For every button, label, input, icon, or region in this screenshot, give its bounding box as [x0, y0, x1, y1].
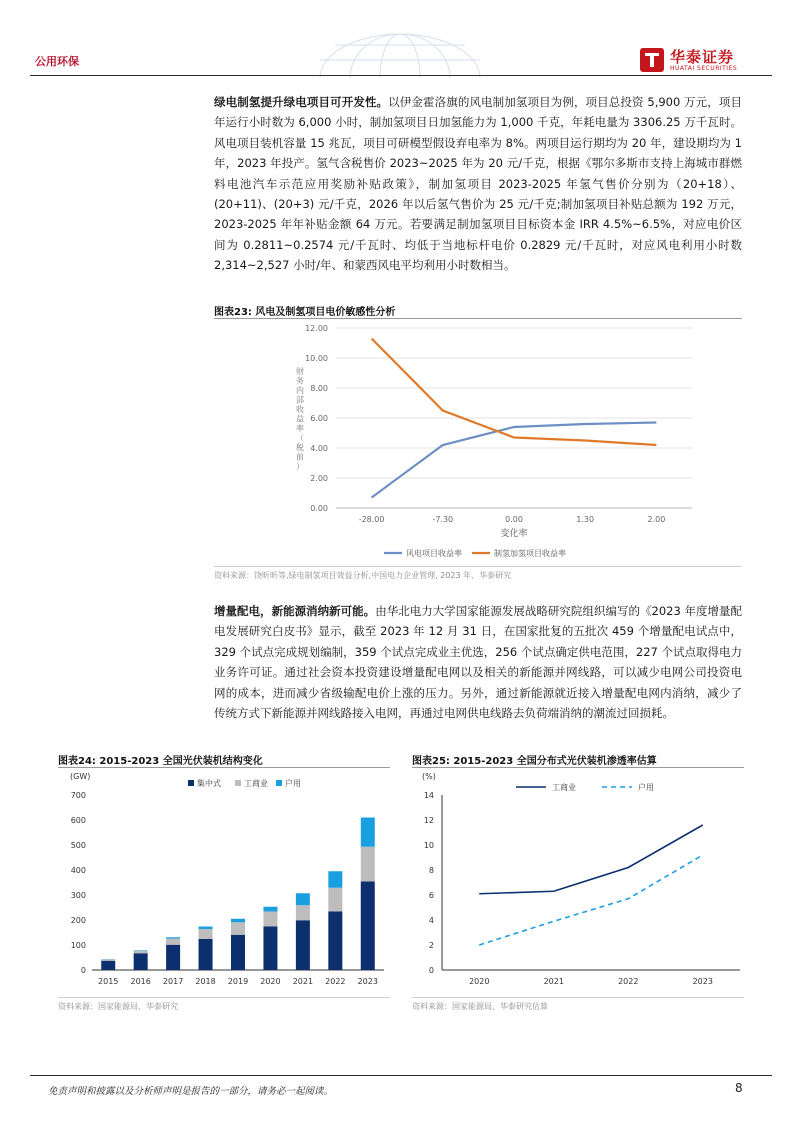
- y-unit-label: (%): [422, 772, 436, 781]
- x-tick-label: 2020: [469, 977, 490, 986]
- paragraph-body: 以伊金霍洛旗的风电制加氢项目为例，项目总投资 5,900 万元，项目年运行小时数为 6,000 小时，制加氢项目日加氢能力为 1,000 千克，年耗电量为 3306.25 万千瓦时。风电项目装机容量 15 兆瓦，项目可研模型假设弃电率为 8%。两项目运行期均为 20 年，建设期均为 1 年，2023 年投产。氢气含税售价 2023~2025 年为 20 元/千克，根据《鄂尔多斯市支持上海城市群燃料电池汽车示范应用奖励补贴政策》，制加氢项目 2023-2025 年氢气售价分别为（20+18）、(20+11)、(20+3) 元/千克，2026 年以后氢气售价为 25 元/千克;制加氢项目补贴总额为 192 万元，2023-2025 年年补贴金额 64 万元。若要满足制加氢项目目标资本金 IRR 4.5%~6.5%，对应电价区间为 0.2811~0.2574 元/千瓦时、均低于当地标杆电价 0.2829 元/千瓦时，对应风电利用小时数 2,314~2,527 小时/年、和蒙西风电平均利用小时数相当。: [214, 95, 743, 273]
- paragraph-body: 由华北电力大学国家能源发展战略研究院组织编写的《2023 年度增量配电发展研究白皮书》显示，截至 2023 年 12 月 31 日，在国家批复的五批次 459 个增量配电试点中，329 个试点完成规划编制，359 个试点完成业主优选，256 个试点确定供电范围，227 个试点取得电力业务许可证。通过社会资本投资建设增量配电网以及相关的新能源并网线路，可以减少电网公司投资电网的成本，进而减少省级输配电价上涨的压力。另外，通过新能源就近接入增量配电网内消纳，减少了传统方式下新能源并网线路接入电网，再通过电网供电线路去负荷端消纳的潮流过回损耗。: [214, 604, 742, 721]
- x-tick-label: 1.30: [576, 515, 595, 524]
- y-tick-label: 400: [70, 866, 86, 875]
- legend-label: 集中式: [197, 779, 221, 788]
- legend-label: 户用: [285, 779, 301, 788]
- logo-text-cn: 华泰证券: [670, 48, 735, 66]
- y-tick-label: 10.00: [305, 354, 328, 363]
- legend-swatch: [235, 780, 241, 786]
- logo-text-en: HUATAI SECURITIES: [670, 65, 738, 72]
- y-axis-title: 财务内部收益率（税前）: [296, 367, 304, 471]
- paragraph-green-hydrogen: [214, 92, 742, 276]
- page-number: 8: [735, 1081, 743, 1095]
- legend-label: 制氢加氢项目收益率: [494, 549, 566, 558]
- y-tick-label: 2.00: [310, 474, 328, 483]
- header-divider: [30, 75, 772, 76]
- x-tick-label: 2021: [292, 977, 314, 986]
- x-tick-label: -7.30: [432, 515, 454, 524]
- paragraph-incremental-distribution: [214, 601, 742, 723]
- huatai-logo-icon: [640, 48, 664, 72]
- legend-label: 户用: [638, 783, 654, 792]
- paragraph-lead: 绿电制氢提升绿电项目可开发性。: [214, 95, 389, 109]
- chart-distributed-pv-penetration: [412, 768, 744, 996]
- figure-24-bottom-rule: [58, 997, 390, 998]
- y-tick-label: 8: [428, 866, 434, 875]
- figure-23-title: 图表23: 风电及制氢项目电价敏感性分析: [214, 307, 396, 318]
- figure-25-source: 资料来源：国家能源局、华泰研究估算: [412, 1002, 548, 1011]
- chart-pv-installed-structure: [58, 768, 390, 996]
- bar-2-2021: [296, 893, 310, 905]
- y-tick-label: 4: [428, 916, 434, 925]
- bar-1-2023: [361, 847, 375, 882]
- bar-1-2015: [101, 960, 115, 961]
- bar-0-2019: [231, 935, 245, 970]
- bar-2-2022: [328, 871, 342, 888]
- report-category: 公用环保: [35, 55, 79, 68]
- figure-23-rule: [214, 318, 742, 319]
- bar-0-2020: [263, 927, 277, 971]
- x-tick-label: 2018: [195, 977, 216, 986]
- y-tick-label: 4.00: [310, 444, 328, 453]
- figure-24-source: 资料来源：国家能源局、华泰研究: [58, 1002, 178, 1011]
- series-line-1: [479, 855, 703, 945]
- x-tick-label: 2022: [325, 977, 346, 986]
- legend-swatch: [188, 780, 194, 786]
- y-tick-label: 500: [70, 841, 86, 850]
- bar-1-2020: [263, 912, 277, 927]
- footer-disclaimer: 免责声明和披露以及分析师声明是报告的一部分，请务必一起阅读。: [48, 1086, 334, 1097]
- y-tick-label: 700: [70, 791, 86, 800]
- y-tick-label: 0: [80, 966, 86, 975]
- x-tick-label: 2023: [357, 977, 378, 986]
- bar-2-2018: [199, 927, 213, 930]
- bar-0-2021: [296, 920, 310, 970]
- figure-24-title: 图表24: 2015-2023 全国光伏装机结构变化: [58, 756, 263, 767]
- y-tick-label: 600: [70, 816, 86, 825]
- y-tick-label: 0: [428, 966, 434, 975]
- series-line-0: [479, 825, 703, 894]
- y-unit-label: (GW): [70, 772, 91, 781]
- bar-2-2016: [134, 950, 148, 951]
- bar-1-2022: [328, 888, 342, 912]
- bar-1-2017: [166, 939, 180, 945]
- y-tick-label: 6: [428, 891, 434, 900]
- legend-swatch: [276, 780, 282, 786]
- company-logo: [640, 46, 752, 76]
- bar-2-2020: [263, 907, 277, 912]
- globe-watermark-icon: [305, 30, 495, 78]
- x-tick-label: 2.00: [647, 515, 666, 524]
- x-tick-label: 2016: [130, 977, 151, 986]
- bar-0-2023: [361, 882, 375, 971]
- paragraph-lead: 增量配电，新能源消纳新可能。: [214, 604, 376, 618]
- y-tick-label: 12: [423, 816, 434, 825]
- y-tick-label: 8.00: [310, 384, 328, 393]
- figure-25-title: 图表25: 2015-2023 全国分布式光伏装机渗透率估算: [412, 756, 657, 767]
- y-tick-label: 2: [428, 941, 434, 950]
- y-tick-label: 6.00: [310, 414, 328, 423]
- bar-0-2016: [134, 953, 148, 970]
- x-tick-label: 2023: [692, 977, 713, 986]
- bar-1-2019: [231, 922, 245, 935]
- bar-0-2015: [101, 961, 115, 970]
- y-tick-label: 300: [70, 891, 86, 900]
- x-tick-label: 2015: [98, 977, 119, 986]
- bar-1-2016: [134, 951, 148, 954]
- series-line-1: [372, 339, 657, 446]
- legend-label: 工商业: [552, 783, 576, 792]
- bar-0-2022: [328, 912, 342, 971]
- x-tick-label: 2022: [618, 977, 639, 986]
- bar-2-2023: [361, 818, 375, 847]
- figure-23-source: 资料来源：饶昕昕等,绿电制氢项目效益分析,中国电力企业管理, 2023 年、华泰研究: [214, 571, 512, 580]
- bar-0-2017: [166, 945, 180, 970]
- bar-1-2021: [296, 905, 310, 920]
- x-tick-label: 2020: [260, 977, 281, 986]
- figure-25-bottom-rule: [412, 997, 744, 998]
- x-tick-label: -28.00: [358, 515, 385, 524]
- series-line-0: [372, 423, 657, 498]
- legend-label: 工商业: [244, 779, 268, 788]
- y-tick-label: 14: [423, 791, 434, 800]
- bar-1-2018: [199, 929, 213, 939]
- y-tick-label: 12.00: [305, 324, 328, 333]
- y-tick-label: 200: [70, 916, 86, 925]
- bar-2-2017: [166, 937, 180, 938]
- bar-2-2019: [231, 919, 245, 923]
- x-tick-label: 2017: [162, 977, 184, 986]
- y-tick-label: 100: [70, 941, 86, 950]
- x-tick-label: 2021: [543, 977, 564, 986]
- bar-0-2018: [199, 939, 213, 970]
- y-tick-label: 0.00: [310, 504, 328, 513]
- chart-irr-sensitivity: [214, 320, 742, 565]
- footer-divider: [30, 1075, 772, 1076]
- legend-label: 风电项目收益率: [406, 549, 462, 558]
- x-tick-label: 2019: [227, 977, 249, 986]
- x-tick-label: 0.00: [505, 515, 523, 524]
- x-axis-title: 变化率: [500, 529, 528, 539]
- y-tick-label: 10: [423, 841, 434, 850]
- figure-23-bottom-rule: [214, 566, 742, 567]
